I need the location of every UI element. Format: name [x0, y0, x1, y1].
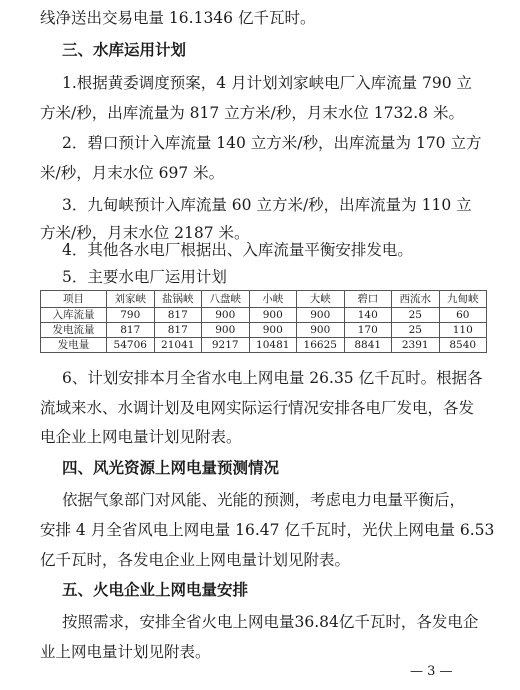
- table-cell: 发电流量: [41, 323, 107, 338]
- text-line: 3．九甸峡预计入库流量 60 立方米/秒，出库流量为 110 立: [62, 196, 472, 214]
- table-header-row: [41, 291, 487, 308]
- text-line: 按照需求，安排全省火电上网电量36.84亿千瓦时，各发电企: [62, 613, 479, 631]
- table-cell: 817: [107, 323, 155, 338]
- table-cell: 10481: [249, 338, 297, 353]
- table-cell: 900: [202, 308, 250, 323]
- text-line: 线净送出交易电量 16.1346 亿千瓦时。: [40, 9, 316, 27]
- table-cell: 8540: [439, 338, 487, 353]
- text-line: 2．碧口预计入库流量 140 立方米/秒，出库流量为 170 立方: [62, 134, 482, 152]
- text-line: 方米/秒，月末水位 2187 米。: [40, 224, 250, 242]
- table-header-cell: 小峡: [249, 291, 297, 308]
- table-cell: 110: [439, 323, 487, 338]
- table-cell: 817: [154, 323, 202, 338]
- section-heading: 四、风光资源上网电量预测情况: [62, 459, 280, 477]
- table-cell: 900: [297, 308, 345, 323]
- text-line: 业上网电量计划见附表。: [40, 643, 211, 661]
- text-line: 1.根据黄委调度预案，4 月计划刘家峡电厂入库流量 790 立: [62, 74, 473, 92]
- table-cell: 140: [344, 308, 392, 323]
- table-header-cell: 九甸峡: [439, 291, 487, 308]
- table-cell: 60: [439, 308, 487, 323]
- table-cell: 21041: [154, 338, 202, 353]
- hydropower-plan-table: [40, 290, 487, 353]
- table-cell: 900: [249, 308, 297, 323]
- section-heading: 五、火电企业上网电量安排: [62, 581, 249, 599]
- page-number: — 3 —: [410, 664, 453, 679]
- table-header-cell: 盐锅峡: [154, 291, 202, 308]
- text-line: 6、计划安排本月全省水电上网电量 26.35 亿千瓦时。根据各: [62, 369, 483, 387]
- table-row: [41, 308, 487, 323]
- text-line: 依据气象部门对风能、光能的预测，考虑电力电量平衡后，: [62, 491, 466, 509]
- table-cell: 9217: [202, 338, 250, 353]
- text-line: 4．其他各水电厂根据出、入库流量平衡安排发电。: [62, 241, 413, 259]
- table-cell: 2391: [392, 338, 440, 353]
- text-line: 亿千瓦时，各发电企业上网电量计划见附表。: [40, 551, 351, 569]
- table-cell: 16625: [297, 338, 345, 353]
- table-cell: 790: [107, 308, 155, 323]
- table-row: [41, 323, 487, 338]
- text-line: 安排 4 月全省风电上网电量 16.47 亿千瓦时，光伏上网电量 6.53: [40, 521, 495, 539]
- text-line: 方米/秒，出库流量为 817 立方米/秒，月末水位 1732.8 米。: [40, 104, 464, 122]
- table-cell: 817: [154, 308, 202, 323]
- text-line: 电企业上网电量计划见附表。: [40, 428, 242, 446]
- table-header-cell: 八盘峡: [202, 291, 250, 308]
- table-cell: 900: [202, 323, 250, 338]
- text-line: 流域来水、水调计划及电网实际运行情况安排各电厂发电，各发: [40, 399, 475, 417]
- section-heading: 三、水库运用计划: [62, 41, 187, 59]
- table-caption: 5．主要水电厂运用计划: [62, 268, 227, 286]
- table-cell: 170: [344, 323, 392, 338]
- table-row: [41, 338, 487, 353]
- table-cell: 8841: [344, 338, 392, 353]
- text-line: 米/秒，月末水位 697 米。: [40, 164, 225, 182]
- table-cell: 入库流量: [41, 308, 107, 323]
- table-cell: 25: [392, 323, 440, 338]
- table-header-cell: 大峡: [297, 291, 345, 308]
- table-header-cell: 西流水: [392, 291, 440, 308]
- table-cell: 54706: [107, 338, 155, 353]
- table-cell: 发电量: [41, 338, 107, 353]
- table-cell: 25: [392, 308, 440, 323]
- table-cell: 900: [249, 323, 297, 338]
- table-header-cell: 碧口: [344, 291, 392, 308]
- table-header-cell: 刘家峡: [107, 291, 155, 308]
- table-cell: 900: [297, 323, 345, 338]
- table-header-cell: 项目: [41, 291, 107, 308]
